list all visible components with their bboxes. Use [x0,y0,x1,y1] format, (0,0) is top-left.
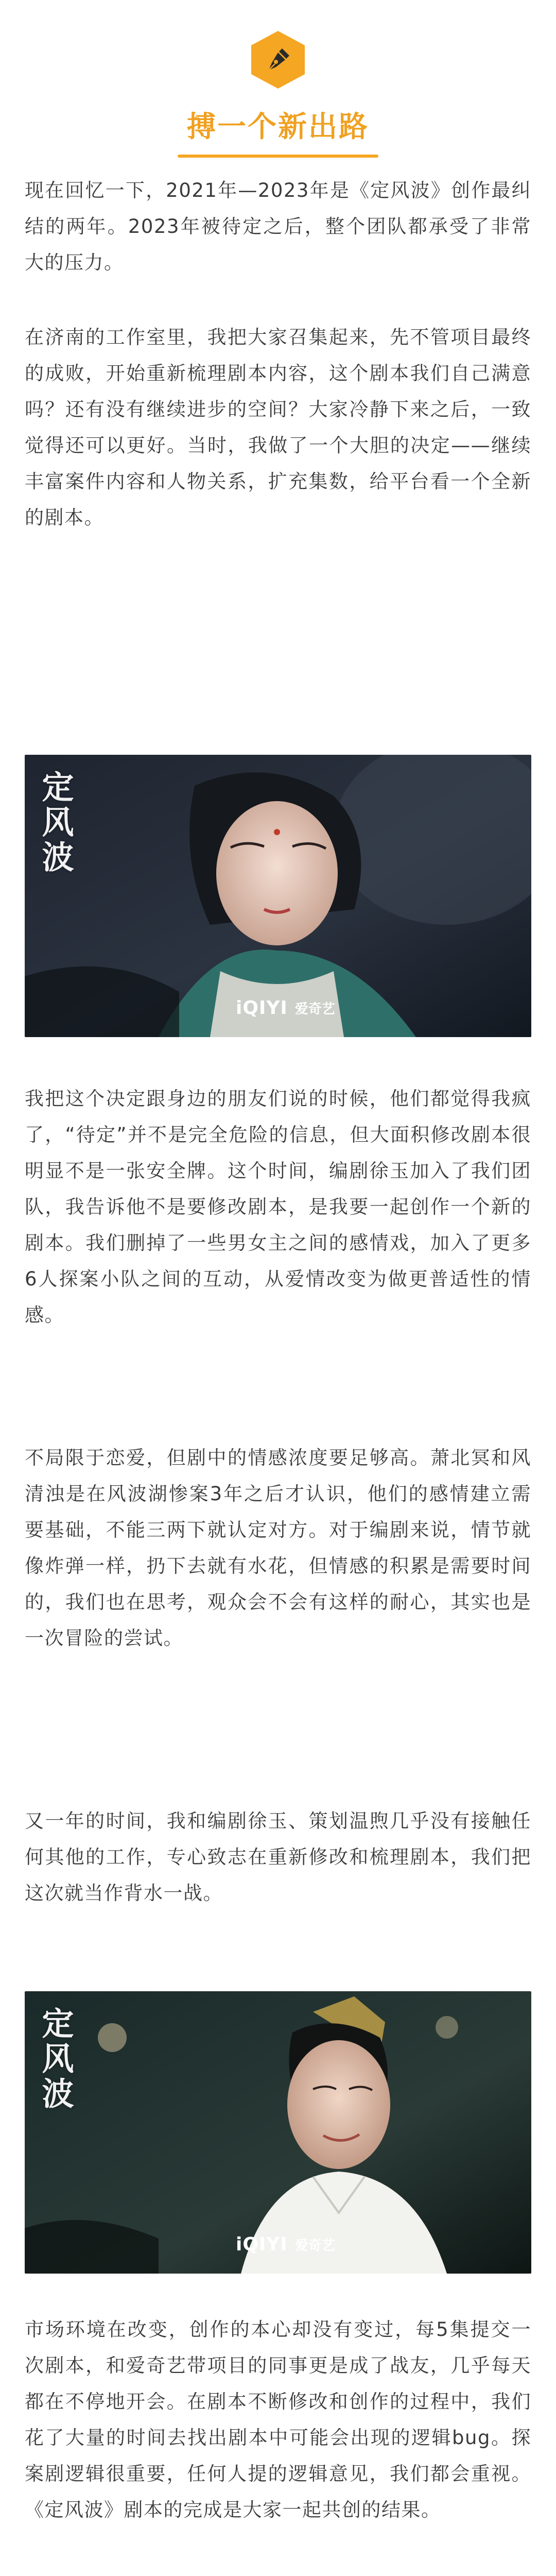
paragraph-6: 市场环境在改变，创作的本心却没有变过，每5集提交一次剧本，和爱奇艺带项目的同事更是成了战友，几乎每天都在不停地开会。在剧本不断修改和创作的过程中，我们花了大量的时间去找出剧本中可能会出现的逻辑bug。探案剧逻辑很重要，任何人提的逻辑意见，我们都会重视。《定风波》剧本的完成是大家一起共创的结果。 [25,2318,531,2521]
iqiyi-watermark [236,2234,335,2255]
section-header [0,31,556,158]
iqiyi-cn-label: 爱奇艺 [294,2238,335,2253]
paragraph-4: 不局限于恋爱，但剧中的情感浓度要足够高。萧北冥和风清浊是在风波湖惨案3年之后才认识，他们的感情建立需要基础，不能三两下就认定对方。对于编剧来说，情节就像炸弹一样，扔下去就有水花，但情感的积累是需要时间的，我们也在思考，观众会不会有这样的耐心，其实也是一次冒险的尝试。 [25,1447,531,1649]
drama-title-calligraphy: 定风波 [37,770,74,875]
female-lead-still [25,755,531,1037]
pen-nib-icon [251,31,305,89]
paragraph-5: 又一年的时间，我和编剧徐玉、策划温煦几乎没有接触任何其他的工作，专心致志在重新修改和梳理剧本，我们把这次就当作背水一战。 [25,1810,531,1904]
paragraph-3: 我把这个决定跟身边的朋友们说的时候，他们都觉得我疯了，“待定”并不是完全危险的信息，但大面积修改剧本很明显不是一张安全牌。这个时间，编剧徐玉加入了我们团队，我告诉他不是要修改剧本，是我要一起创作一个新的剧本。我们删掉了一些男女主之间的感情戏，加入了更多6人探案小队之间的互动，从爱情改变为做更普适性的情感。 [25,1088,531,1326]
iqiyi-watermark [236,997,335,1019]
title-underline [178,155,378,158]
iqiyi-cn-label: 爱奇艺 [294,1002,335,1017]
drama-still-1 [25,755,531,1037]
section-title: 搏一个新出路 [187,110,369,144]
drama-title-calligraphy: 定风波 [37,2007,74,2112]
iqiyi-logo: iQIYI [236,2234,288,2255]
male-lead-still [25,1991,531,2274]
drama-still-2 [25,1991,531,2274]
iqiyi-logo: iQIYI [236,997,288,1019]
paragraph-2: 在济南的工作室里，我把大家召集起来，先不管项目最终的成败，开始重新梳理剧本内容，这个剧本我们自己满意吗？还有没有继续进步的空间？大家冷静下来之后，一致觉得还可以更好。当时，我做了一个大胆的决定——继续丰富案件内容和人物关系，扩充集数，给平台看一个全新的剧本。 [25,326,531,529]
paragraph-1: 现在回忆一下，2021年—2023年是《定风波》创作最纠结的两年。2023年被待定之后，整个团队都承受了非常大的压力。 [25,179,531,274]
